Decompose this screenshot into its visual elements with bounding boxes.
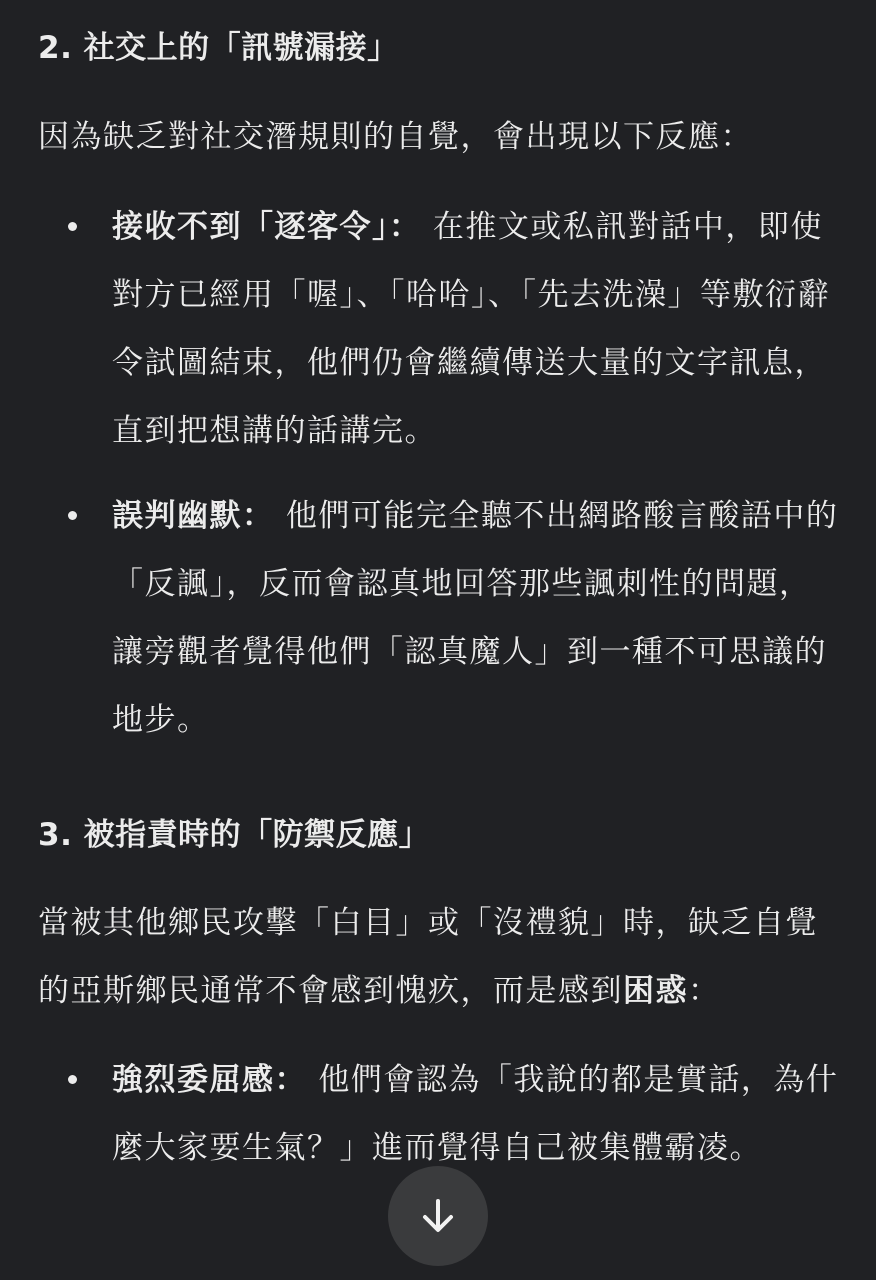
bullet-body: 在推文或私訊對話中，即使對方已經用「喔」、「哈哈」、「先去洗澡」等敷衍辭令試圖結束，他們仍會繼續傳送大量的文字訊息，直到把想講的話講完。 xyxy=(112,209,830,449)
intro-colon: ： xyxy=(688,973,721,1009)
scroll-to-bottom-button[interactable] xyxy=(388,1166,488,1266)
bullet-body: 他們會認為「我說的都是實話，為什麼大家要生氣？」進而覺得自己被集體霸凌。 xyxy=(112,1062,839,1166)
bullet-dot xyxy=(68,1075,77,1084)
section-2-intro: 因為缺乏對社交潛規則的自覺，會出現以下反應： xyxy=(38,119,753,155)
section-3-heading: 3. 被指責時的「防禦反應」 xyxy=(38,817,431,853)
bullet-title: 強烈委屈感 xyxy=(112,1062,275,1098)
bullet-dot xyxy=(68,511,77,520)
bullet-body: 他們可能完全聽不出網路酸言酸語中的「反諷」，反而會認真地回答那些諷刺性的問題，讓旁觀者覺得他們「認真魔人」到一種不可思議的地步。 xyxy=(112,498,839,738)
bullet-colon: ： xyxy=(242,498,275,534)
arrow-down-icon xyxy=(417,1195,459,1237)
section-2-heading: 2. 社交上的「訊號漏接」 xyxy=(38,30,399,66)
list-item xyxy=(112,1046,842,1182)
bullet-title: 誤判幽默 xyxy=(112,498,242,534)
intro-bold-text: 困惑 xyxy=(623,973,688,1009)
section-3-intro xyxy=(38,889,838,1025)
list-item xyxy=(112,482,842,754)
bullet-dot xyxy=(68,222,77,231)
bullet-title: 接收不到「逐客令」 xyxy=(112,209,389,245)
list-item xyxy=(112,193,842,465)
bullet-colon: ： xyxy=(389,209,422,245)
bullet-colon: ： xyxy=(274,1062,307,1098)
intro-text: 當被其他鄉民攻擊「白目」或「沒禮貌」時，缺乏自覺的亞斯鄉民通常不會感到愧疚，而是感到 xyxy=(38,905,818,1009)
